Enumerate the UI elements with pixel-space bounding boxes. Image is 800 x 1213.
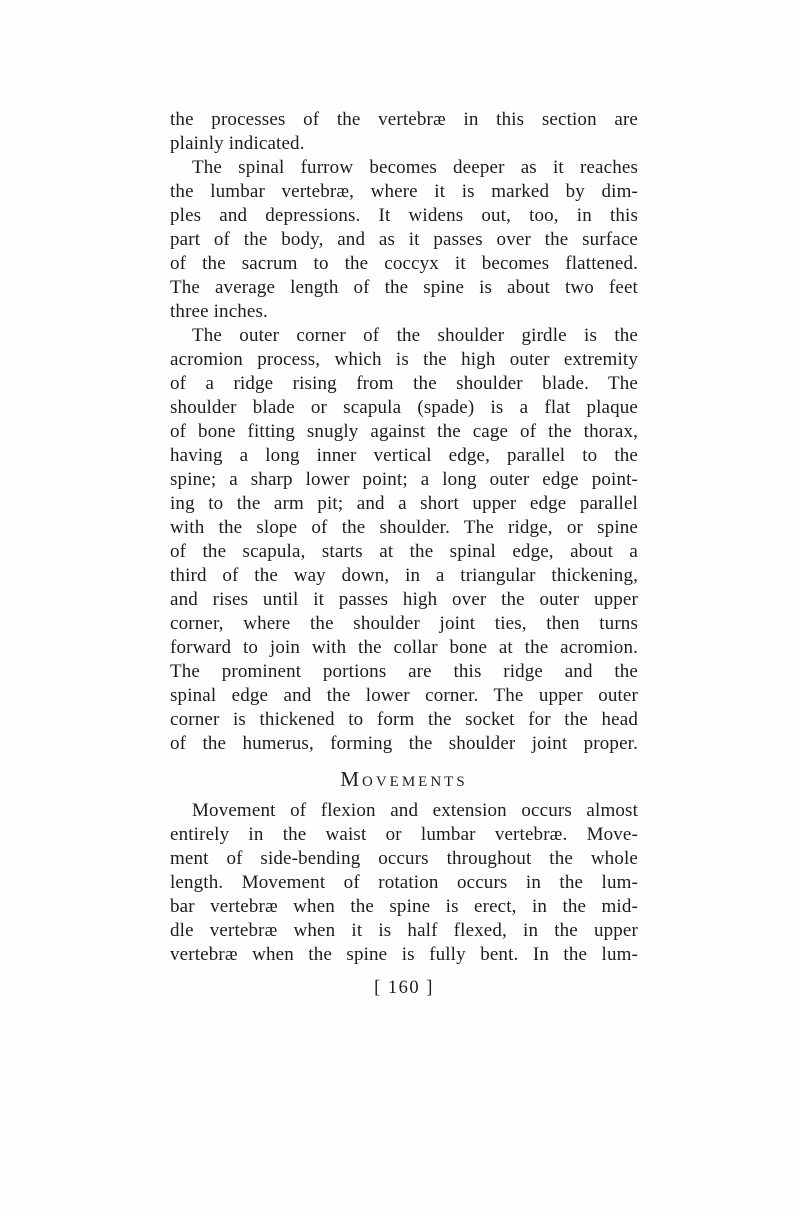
text-line: dle vertebræ when it is half flexed, in the upper xyxy=(170,920,638,941)
text-line: three inches. xyxy=(170,301,268,322)
text-line: acromion process, which is the high outer extremity xyxy=(170,349,638,370)
paragraph xyxy=(170,156,638,324)
text-line: Movement of flexion and extension occurs almost xyxy=(192,800,638,821)
text-line: ples and depressions. It widens out, too, in this xyxy=(170,205,638,226)
text-line: entirely in the waist or lumbar vertebræ. Move- xyxy=(170,824,638,845)
text-line: of the scapula, starts at the spinal edge, about a xyxy=(170,541,638,562)
movements-paragraphs xyxy=(170,799,638,967)
text-line: ing to the arm pit; and a short upper edge parallel xyxy=(170,493,638,514)
text-block xyxy=(170,108,638,1000)
text-line: length. Movement of rotation occurs in the lum- xyxy=(170,872,638,893)
text-line: bar vertebræ when the spine is erect, in the mid- xyxy=(170,896,638,917)
page-number: [ 160 ] xyxy=(374,978,434,998)
body-paragraphs xyxy=(170,108,638,756)
text-line: the lumbar vertebræ, where it is marked by dim- xyxy=(170,181,638,202)
text-line: of the sacrum to the coccyx it becomes flattened. xyxy=(170,253,638,274)
text-line: the processes of the vertebræ in this section are xyxy=(170,109,638,130)
text-line: with the slope of the shoulder. The ridge, or spine xyxy=(170,517,638,538)
text-line: spine; a sharp lower point; a long outer edge point- xyxy=(170,469,638,490)
text-line: third of the way down, in a triangular thickening, xyxy=(170,565,638,586)
text-line: ment of side-bending occurs throughout the whole xyxy=(170,848,638,869)
text-line: The spinal furrow becomes deeper as it reaches xyxy=(192,157,638,178)
text-line: The prominent portions are this ridge and the xyxy=(170,661,638,682)
text-line: vertebræ when the spine is fully bent. In the lum- xyxy=(170,944,638,965)
text-line: spinal edge and the lower corner. The upper outer xyxy=(170,685,638,706)
paragraph xyxy=(170,799,638,967)
text-line: corner, where the shoulder joint ties, then turns xyxy=(170,613,638,634)
section-heading: Movements xyxy=(340,767,468,791)
paragraph xyxy=(170,324,638,756)
text-line: plainly indicated. xyxy=(170,133,305,154)
text-line: of a ridge rising from the shoulder blade. The xyxy=(170,373,638,394)
text-line: of bone fitting snugly against the cage of the thorax, xyxy=(170,421,638,442)
text-line: shoulder blade or scapula (spade) is a flat plaque xyxy=(170,397,638,418)
text-line: of the humerus, forming the shoulder joint proper. xyxy=(170,733,638,754)
paragraph xyxy=(170,108,638,156)
text-line: corner is thickened to form the socket for the head xyxy=(170,709,638,730)
text-line: and rises until it passes high over the outer upper xyxy=(170,589,638,610)
text-line: part of the body, and as it passes over the surface xyxy=(170,229,638,250)
text-line: The outer corner of the shoulder girdle is the xyxy=(192,325,638,346)
text-line: having a long inner vertical edge, parallel to the xyxy=(170,445,638,466)
text-line: forward to join with the collar bone at the acromion. xyxy=(170,637,638,658)
text-line: The average length of the spine is about two feet xyxy=(170,277,638,298)
